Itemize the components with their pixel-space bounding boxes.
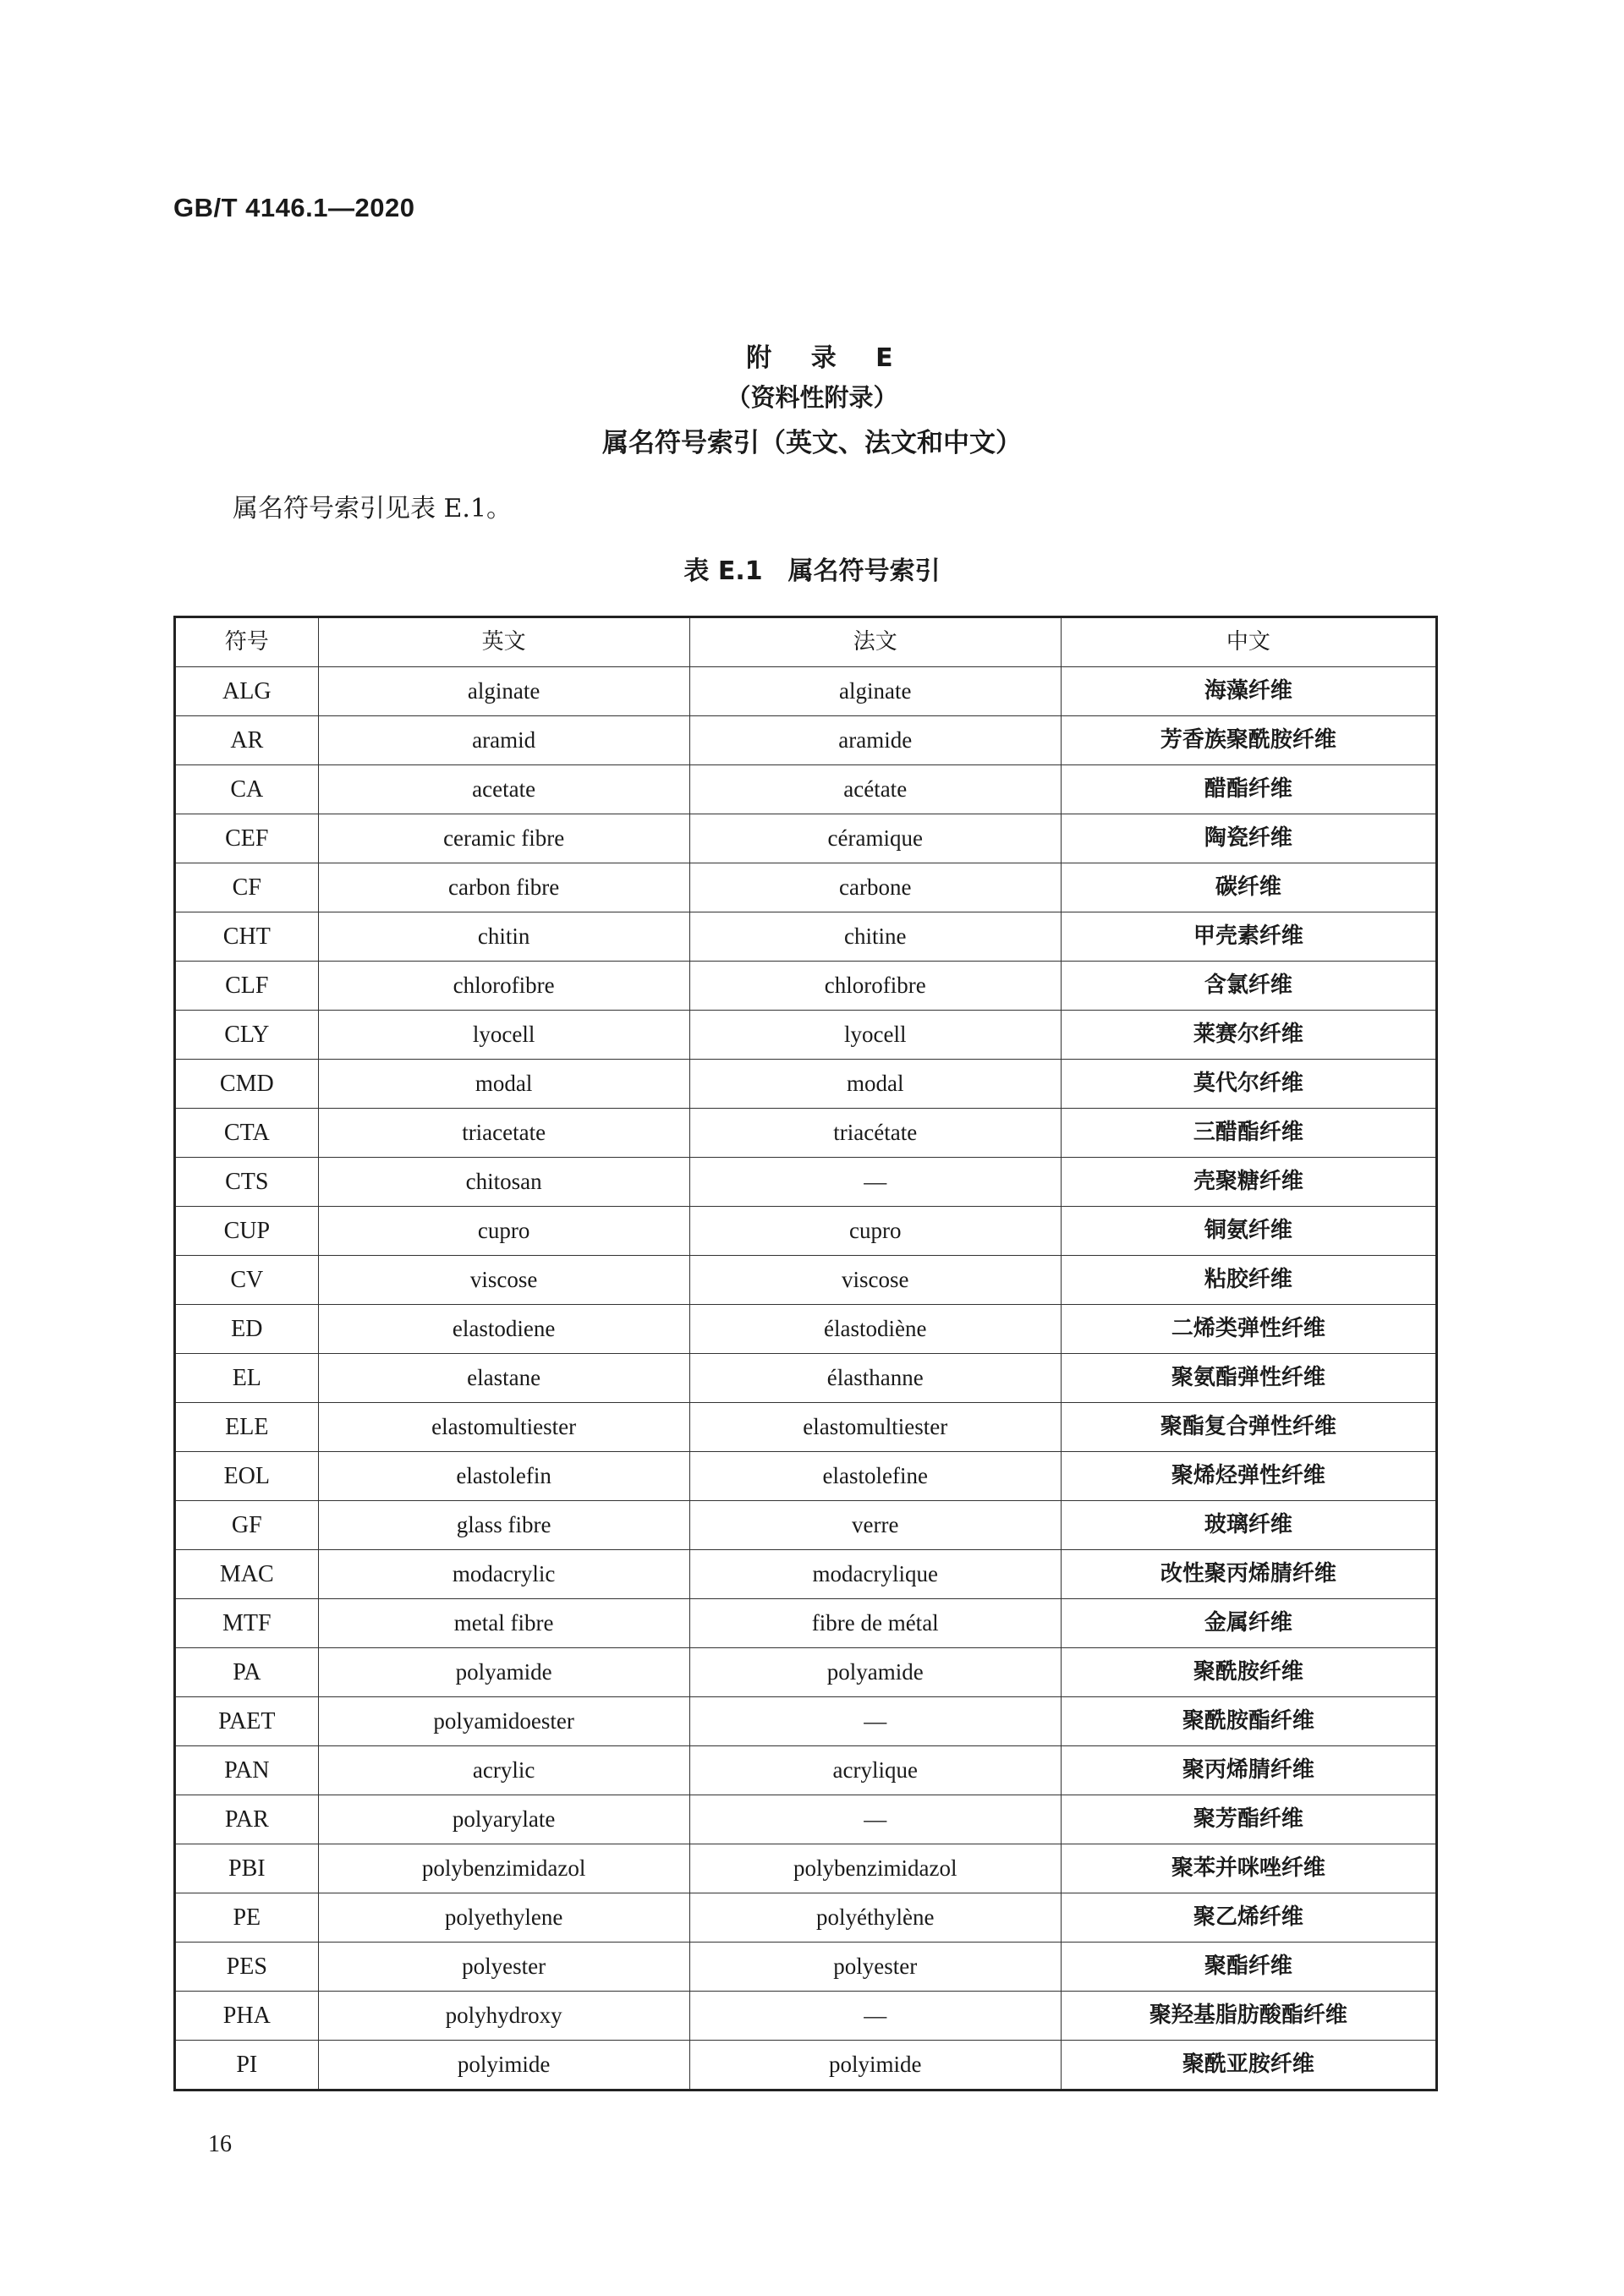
table-row	[175, 1403, 1437, 1452]
cell-chinese: 聚酰亚胺纤维	[1061, 2041, 1436, 2091]
cell-symbol: CF	[175, 863, 319, 912]
cell-english: elastomultiester	[318, 1403, 689, 1452]
cell-english: elastolefin	[318, 1452, 689, 1501]
cell-chinese: 金属纤维	[1061, 1599, 1436, 1648]
table-caption-title: 属名符号索引	[787, 556, 941, 586]
cell-french: verre	[689, 1501, 1061, 1550]
cell-french: carbone	[689, 863, 1061, 912]
cell-symbol: PI	[175, 2041, 319, 2091]
cell-symbol: CMD	[175, 1060, 319, 1109]
cell-symbol: CUP	[175, 1207, 319, 1256]
cell-french: polyéthylène	[689, 1893, 1061, 1943]
cell-french: —	[689, 1158, 1061, 1207]
table-row	[175, 1943, 1437, 1992]
cell-chinese: 三醋酯纤维	[1061, 1109, 1436, 1158]
table-body	[175, 667, 1437, 2091]
cell-chinese: 改性聚丙烯腈纤维	[1061, 1550, 1436, 1599]
page-number: 16	[208, 2131, 232, 2157]
cell-french: aramide	[689, 716, 1061, 765]
cell-symbol: CLF	[175, 962, 319, 1011]
cell-symbol: CTA	[175, 1109, 319, 1158]
cell-symbol: PAN	[175, 1746, 319, 1795]
header-chinese: 中文	[1061, 617, 1436, 667]
table-row	[175, 1354, 1437, 1403]
cell-chinese: 含氯纤维	[1061, 962, 1436, 1011]
cell-chinese: 聚乙烯纤维	[1061, 1893, 1436, 1943]
cell-english: triacetate	[318, 1109, 689, 1158]
cell-french: chlorofibre	[689, 962, 1061, 1011]
table-row	[175, 1746, 1437, 1795]
cell-french: triacétate	[689, 1109, 1061, 1158]
cell-english: acrylic	[318, 1746, 689, 1795]
cell-chinese: 聚羟基脂肪酸酯纤维	[1061, 1992, 1436, 2041]
table-row	[175, 912, 1437, 962]
cell-french: lyocell	[689, 1011, 1061, 1060]
cell-english: carbon fibre	[318, 863, 689, 912]
cell-symbol: PHA	[175, 1992, 319, 2041]
table-row	[175, 1011, 1437, 1060]
symbol-index-table	[173, 616, 1438, 2091]
cell-english: polyamide	[318, 1648, 689, 1697]
cell-french: modacrylique	[689, 1550, 1061, 1599]
table-caption-number: 表 E.1	[683, 556, 763, 586]
cell-french: —	[689, 1795, 1061, 1844]
cell-chinese: 芳香族聚酰胺纤维	[1061, 716, 1436, 765]
cell-english: elastodiene	[318, 1305, 689, 1354]
cell-english: modacrylic	[318, 1550, 689, 1599]
cell-french: acétate	[689, 765, 1061, 814]
table-row	[175, 1207, 1437, 1256]
appendix-nature: （资料性附录）	[726, 383, 898, 412]
cell-symbol: CA	[175, 765, 319, 814]
cell-english: polyimide	[318, 2041, 689, 2091]
cell-symbol: PAR	[175, 1795, 319, 1844]
cell-symbol: ED	[175, 1305, 319, 1354]
cell-french: alginate	[689, 667, 1061, 716]
cell-chinese: 聚芳酯纤维	[1061, 1795, 1436, 1844]
cell-english: aramid	[318, 716, 689, 765]
table-row	[175, 962, 1437, 1011]
cell-symbol: PBI	[175, 1844, 319, 1893]
cell-english: viscose	[318, 1256, 689, 1305]
cell-english: polyester	[318, 1943, 689, 1992]
header-french: 法文	[689, 617, 1061, 667]
cell-chinese: 醋酯纤维	[1061, 765, 1436, 814]
cell-chinese: 莫代尔纤维	[1061, 1060, 1436, 1109]
table-row	[175, 1844, 1437, 1893]
cell-english: ceramic fibre	[318, 814, 689, 863]
table-row	[175, 716, 1437, 765]
cell-french: elastomultiester	[689, 1403, 1061, 1452]
cell-chinese: 聚酰胺酯纤维	[1061, 1697, 1436, 1746]
cell-chinese: 陶瓷纤维	[1061, 814, 1436, 863]
cell-english: polyethylene	[318, 1893, 689, 1943]
cell-symbol: CEF	[175, 814, 319, 863]
table-row	[175, 1893, 1437, 1943]
cell-symbol: CHT	[175, 912, 319, 962]
table-row	[175, 1550, 1437, 1599]
cell-chinese: 聚酯纤维	[1061, 1943, 1436, 1992]
cell-french: polyimide	[689, 2041, 1061, 2091]
cell-chinese: 碳纤维	[1061, 863, 1436, 912]
table-row	[175, 1305, 1437, 1354]
cell-english: glass fibre	[318, 1501, 689, 1550]
cell-english: chlorofibre	[318, 962, 689, 1011]
header-english: 英文	[318, 617, 689, 667]
appendix-label: 附 录 E	[746, 343, 908, 373]
cell-french: viscose	[689, 1256, 1061, 1305]
cell-french: acrylique	[689, 1746, 1061, 1795]
cell-chinese: 聚酰胺纤维	[1061, 1648, 1436, 1697]
cell-english: cupro	[318, 1207, 689, 1256]
table-row	[175, 1060, 1437, 1109]
cell-french: céramique	[689, 814, 1061, 863]
cell-french: modal	[689, 1060, 1061, 1109]
cell-english: modal	[318, 1060, 689, 1109]
cell-english: chitin	[318, 912, 689, 962]
cell-symbol: MAC	[175, 1550, 319, 1599]
table-row	[175, 2041, 1437, 2091]
cell-english: metal fibre	[318, 1599, 689, 1648]
cell-chinese: 聚烯烃弹性纤维	[1061, 1452, 1436, 1501]
table-caption	[0, 550, 1624, 587]
table-row	[175, 1697, 1437, 1746]
cell-symbol: CLY	[175, 1011, 319, 1060]
cell-english: polybenzimidazol	[318, 1844, 689, 1893]
table-row	[175, 1501, 1437, 1550]
standard-code: GB/T 4146.1—2020	[173, 193, 415, 222]
cell-symbol: PA	[175, 1648, 319, 1697]
cell-symbol: CV	[175, 1256, 319, 1305]
cell-french: cupro	[689, 1207, 1061, 1256]
table-row	[175, 1256, 1437, 1305]
appendix-title: 属名符号索引（英文、法文和中文）	[602, 428, 1022, 458]
cell-chinese: 玻璃纤维	[1061, 1501, 1436, 1550]
cell-chinese: 莱赛尔纤维	[1061, 1011, 1436, 1060]
cell-french: polyester	[689, 1943, 1061, 1992]
table-row	[175, 1992, 1437, 2041]
cell-symbol: PES	[175, 1943, 319, 1992]
table-row	[175, 1648, 1437, 1697]
cell-symbol: GF	[175, 1501, 319, 1550]
cell-chinese: 二烯类弹性纤维	[1061, 1305, 1436, 1354]
cell-french: fibre de métal	[689, 1599, 1061, 1648]
cell-french: elastolefine	[689, 1452, 1061, 1501]
table-row	[175, 1109, 1437, 1158]
cell-symbol: CTS	[175, 1158, 319, 1207]
cell-french: —	[689, 1992, 1061, 2041]
intro-text: 属名符号索引见表 E.1。	[233, 494, 513, 523]
cell-chinese: 聚苯并咪唑纤维	[1061, 1844, 1436, 1893]
cell-english: chitosan	[318, 1158, 689, 1207]
cell-chinese: 聚酯复合弹性纤维	[1061, 1403, 1436, 1452]
cell-french: élastodiène	[689, 1305, 1061, 1354]
cell-symbol: PAET	[175, 1697, 319, 1746]
table-row	[175, 814, 1437, 863]
cell-symbol: EL	[175, 1354, 319, 1403]
cell-symbol: PE	[175, 1893, 319, 1943]
cell-french: chitine	[689, 912, 1061, 962]
cell-symbol: EOL	[175, 1452, 319, 1501]
cell-chinese: 粘胶纤维	[1061, 1256, 1436, 1305]
table-row	[175, 863, 1437, 912]
cell-symbol: AR	[175, 716, 319, 765]
cell-french: polyamide	[689, 1648, 1061, 1697]
cell-symbol: MTF	[175, 1599, 319, 1648]
table-row	[175, 1599, 1437, 1648]
table-header-row	[175, 617, 1437, 667]
cell-french: —	[689, 1697, 1061, 1746]
cell-chinese: 壳聚糖纤维	[1061, 1158, 1436, 1207]
table-row	[175, 1795, 1437, 1844]
header-symbol: 符号	[175, 617, 319, 667]
cell-english: polyarylate	[318, 1795, 689, 1844]
cell-english: polyamidoester	[318, 1697, 689, 1746]
cell-english: acetate	[318, 765, 689, 814]
table-row	[175, 1158, 1437, 1207]
cell-chinese: 聚丙烯腈纤维	[1061, 1746, 1436, 1795]
cell-english: lyocell	[318, 1011, 689, 1060]
cell-symbol: ALG	[175, 667, 319, 716]
cell-english: polyhydroxy	[318, 1992, 689, 2041]
cell-chinese: 聚氨酯弹性纤维	[1061, 1354, 1436, 1403]
table-row	[175, 667, 1437, 716]
cell-french: élasthanne	[689, 1354, 1061, 1403]
table-row	[175, 1452, 1437, 1501]
cell-symbol: ELE	[175, 1403, 319, 1452]
cell-english: elastane	[318, 1354, 689, 1403]
cell-chinese: 甲壳素纤维	[1061, 912, 1436, 962]
cell-chinese: 海藻纤维	[1061, 667, 1436, 716]
cell-french: polybenzimidazol	[689, 1844, 1061, 1893]
cell-english: alginate	[318, 667, 689, 716]
table-row	[175, 765, 1437, 814]
cell-chinese: 铜氨纤维	[1061, 1207, 1436, 1256]
